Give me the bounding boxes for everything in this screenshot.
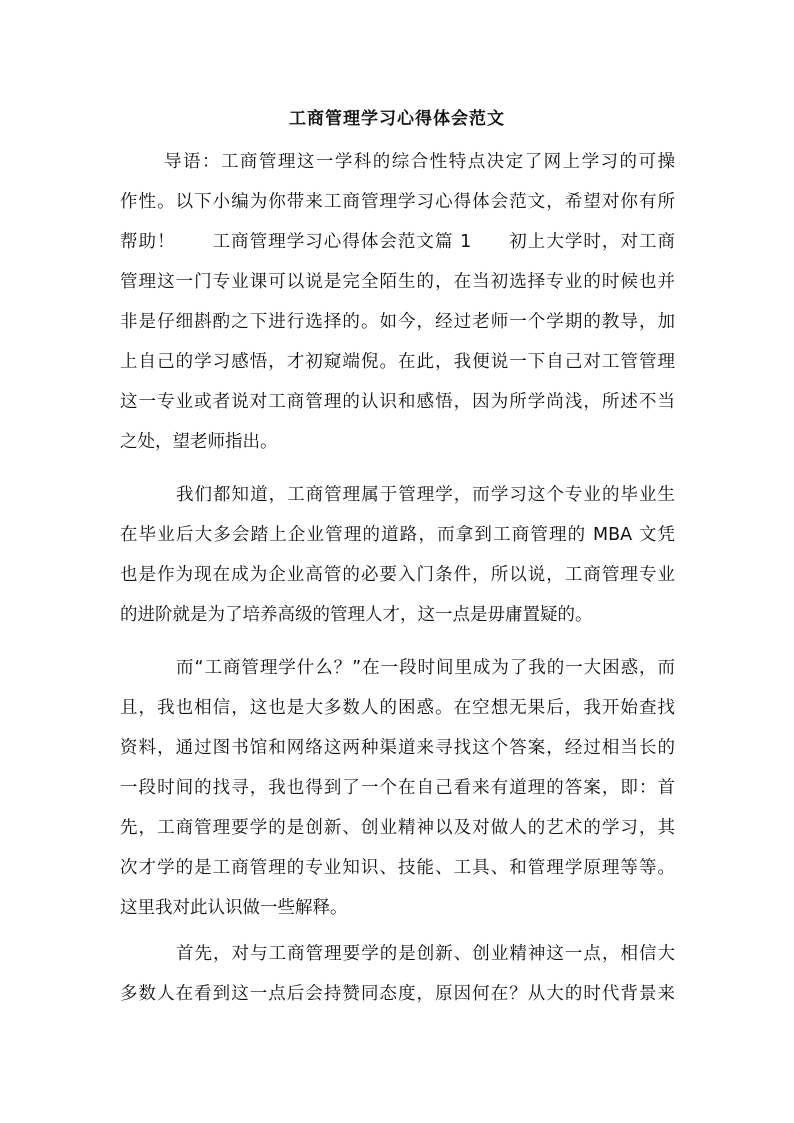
text-line: 一段时间的找寻，我也得到了一个在自己看来有道理的答案，即：首 bbox=[120, 778, 675, 798]
text-line: 上自己的学习感悟，才初窥端倪。在此，我便说一下自己对工管管理 bbox=[120, 352, 675, 372]
text-line: 作性。以下小编为你带来工商管理学习心得体会范文，希望对你有所 bbox=[120, 192, 675, 212]
text-line: 且，我也相信，这也是大多数人的困惑。在空想无果后，我开始查找 bbox=[120, 698, 675, 718]
text-line: 我们都知道，工商管理属于管理学，而学习这个专业的毕业生 bbox=[176, 485, 675, 505]
text-line: 而“工商管理学什么？”在一段时间里成为了我的一大困惑，而 bbox=[176, 658, 675, 678]
text-line: 帮助！ 工商管理学习心得体会范文篇 1 初上大学时，对工商 bbox=[120, 232, 675, 252]
text-line: 在毕业后大多会踏上企业管理的道路，而拿到工商管理的 MBA 文凭 bbox=[120, 525, 675, 545]
text-line: 非是仔细斟酌之下进行选择的。如今，经过老师一个学期的教导，加 bbox=[120, 312, 675, 332]
text-line: 先，工商管理要学的是创新、创业精神以及对做人的艺术的学习，其 bbox=[120, 818, 675, 838]
text-line: 这一专业或者说对工商管理的认识和感悟，因为所学尚浅，所述不当 bbox=[120, 392, 675, 412]
text-line: 多数人在看到这一点后会持赞同态度，原因何在？从大的时代背景来 bbox=[120, 984, 675, 1004]
text-line: 这里我对此认识做一些解释。 bbox=[120, 898, 348, 918]
text-line: 导语：工商管理这一学科的综合性特点决定了网上学习的可操 bbox=[164, 152, 675, 172]
text-line: 资料，通过图书馆和网络这两种渠道来寻找这个答案，经过相当长的 bbox=[120, 738, 675, 758]
text-line: 也是作为现在成为企业高管的必要入门条件，所以说，工商管理专业 bbox=[120, 565, 675, 585]
document-title: 工商管理学习心得体会范文 bbox=[289, 109, 505, 129]
text-line: 首先，对与工商管理要学的是创新、创业精神这一点，相信大 bbox=[176, 944, 675, 964]
text-line: 管理这一门专业课可以说是完全陌生的，在当初选择专业的时候也并 bbox=[120, 272, 675, 292]
text-line: 次才学的是工商管理的专业知识、技能、工具、和管理学原理等等。 bbox=[120, 858, 675, 878]
text-line: 的进阶就是为了培养高级的管理人才，这一点是毋庸置疑的。 bbox=[120, 605, 593, 625]
text-line: 之处，望老师指出。 bbox=[120, 432, 278, 452]
